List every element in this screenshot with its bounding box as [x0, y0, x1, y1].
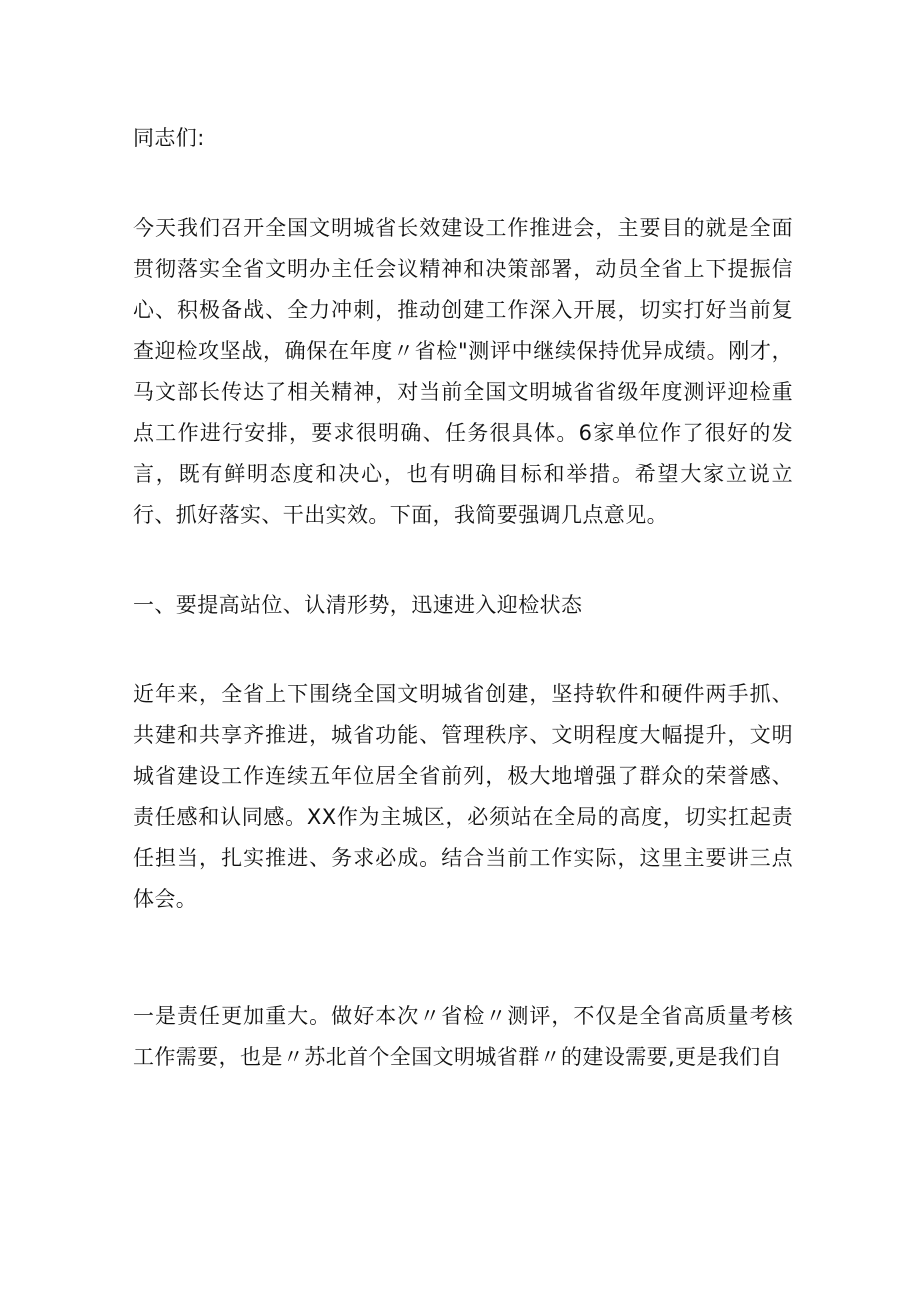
body-paragraph-opening: 今天我们召开全国文明城省长效建设工作推进会，主要目的就是全面贯彻落实全省文明办主任会议精神和决策部署，动员全省上下提振信心、积极备战、全力冲刺，推动创建工作深入开展，切实打好当前复查迎检攻坚战，确保在年度〃省检"测评中继续保持优异成绩。刚才，马文部长传达了相关精神，对当前全国文明城省省级年度测评迎检重点工作进行安排，要求很明确、任务很具体。6家单位作了很好的发言，既有鲜明态度和决心，也有明确目标和举措。希望大家立说立行、抓好落实、干出实效。下面，我简要强调几点意见。: [133, 216, 793, 527]
document-page: [133, 118, 793, 1078]
body-paragraph-situation: 近年来，全省上下围绕全国文明城省创建，坚持软件和硬件两手抓、共建和共享齐推进，城省功能、管理秩序、文明程度大幅提升，文明城省建设工作连续五年位居全省前列，极大地增强了群众的荣誉感、责任感和认同感。XX作为主城区，必须站在全局的高度，切实扛起责任担当，扎实推进、务求必成。结合当前工作实际，这里主要讲三点体会。: [133, 682, 793, 911]
salutation: 同志们:: [133, 126, 205, 150]
body-paragraph-responsibility: 一是责任更加重大。做好本次〃省检〃测评，不仅是全省高质量考核工作需要，也是〃苏北首个全国文明城省群〃的建设需要,更是我们自: [133, 1004, 793, 1069]
section-heading-1: 一、要提高站位、认清形势，迅速进入迎检状态: [133, 593, 583, 617]
